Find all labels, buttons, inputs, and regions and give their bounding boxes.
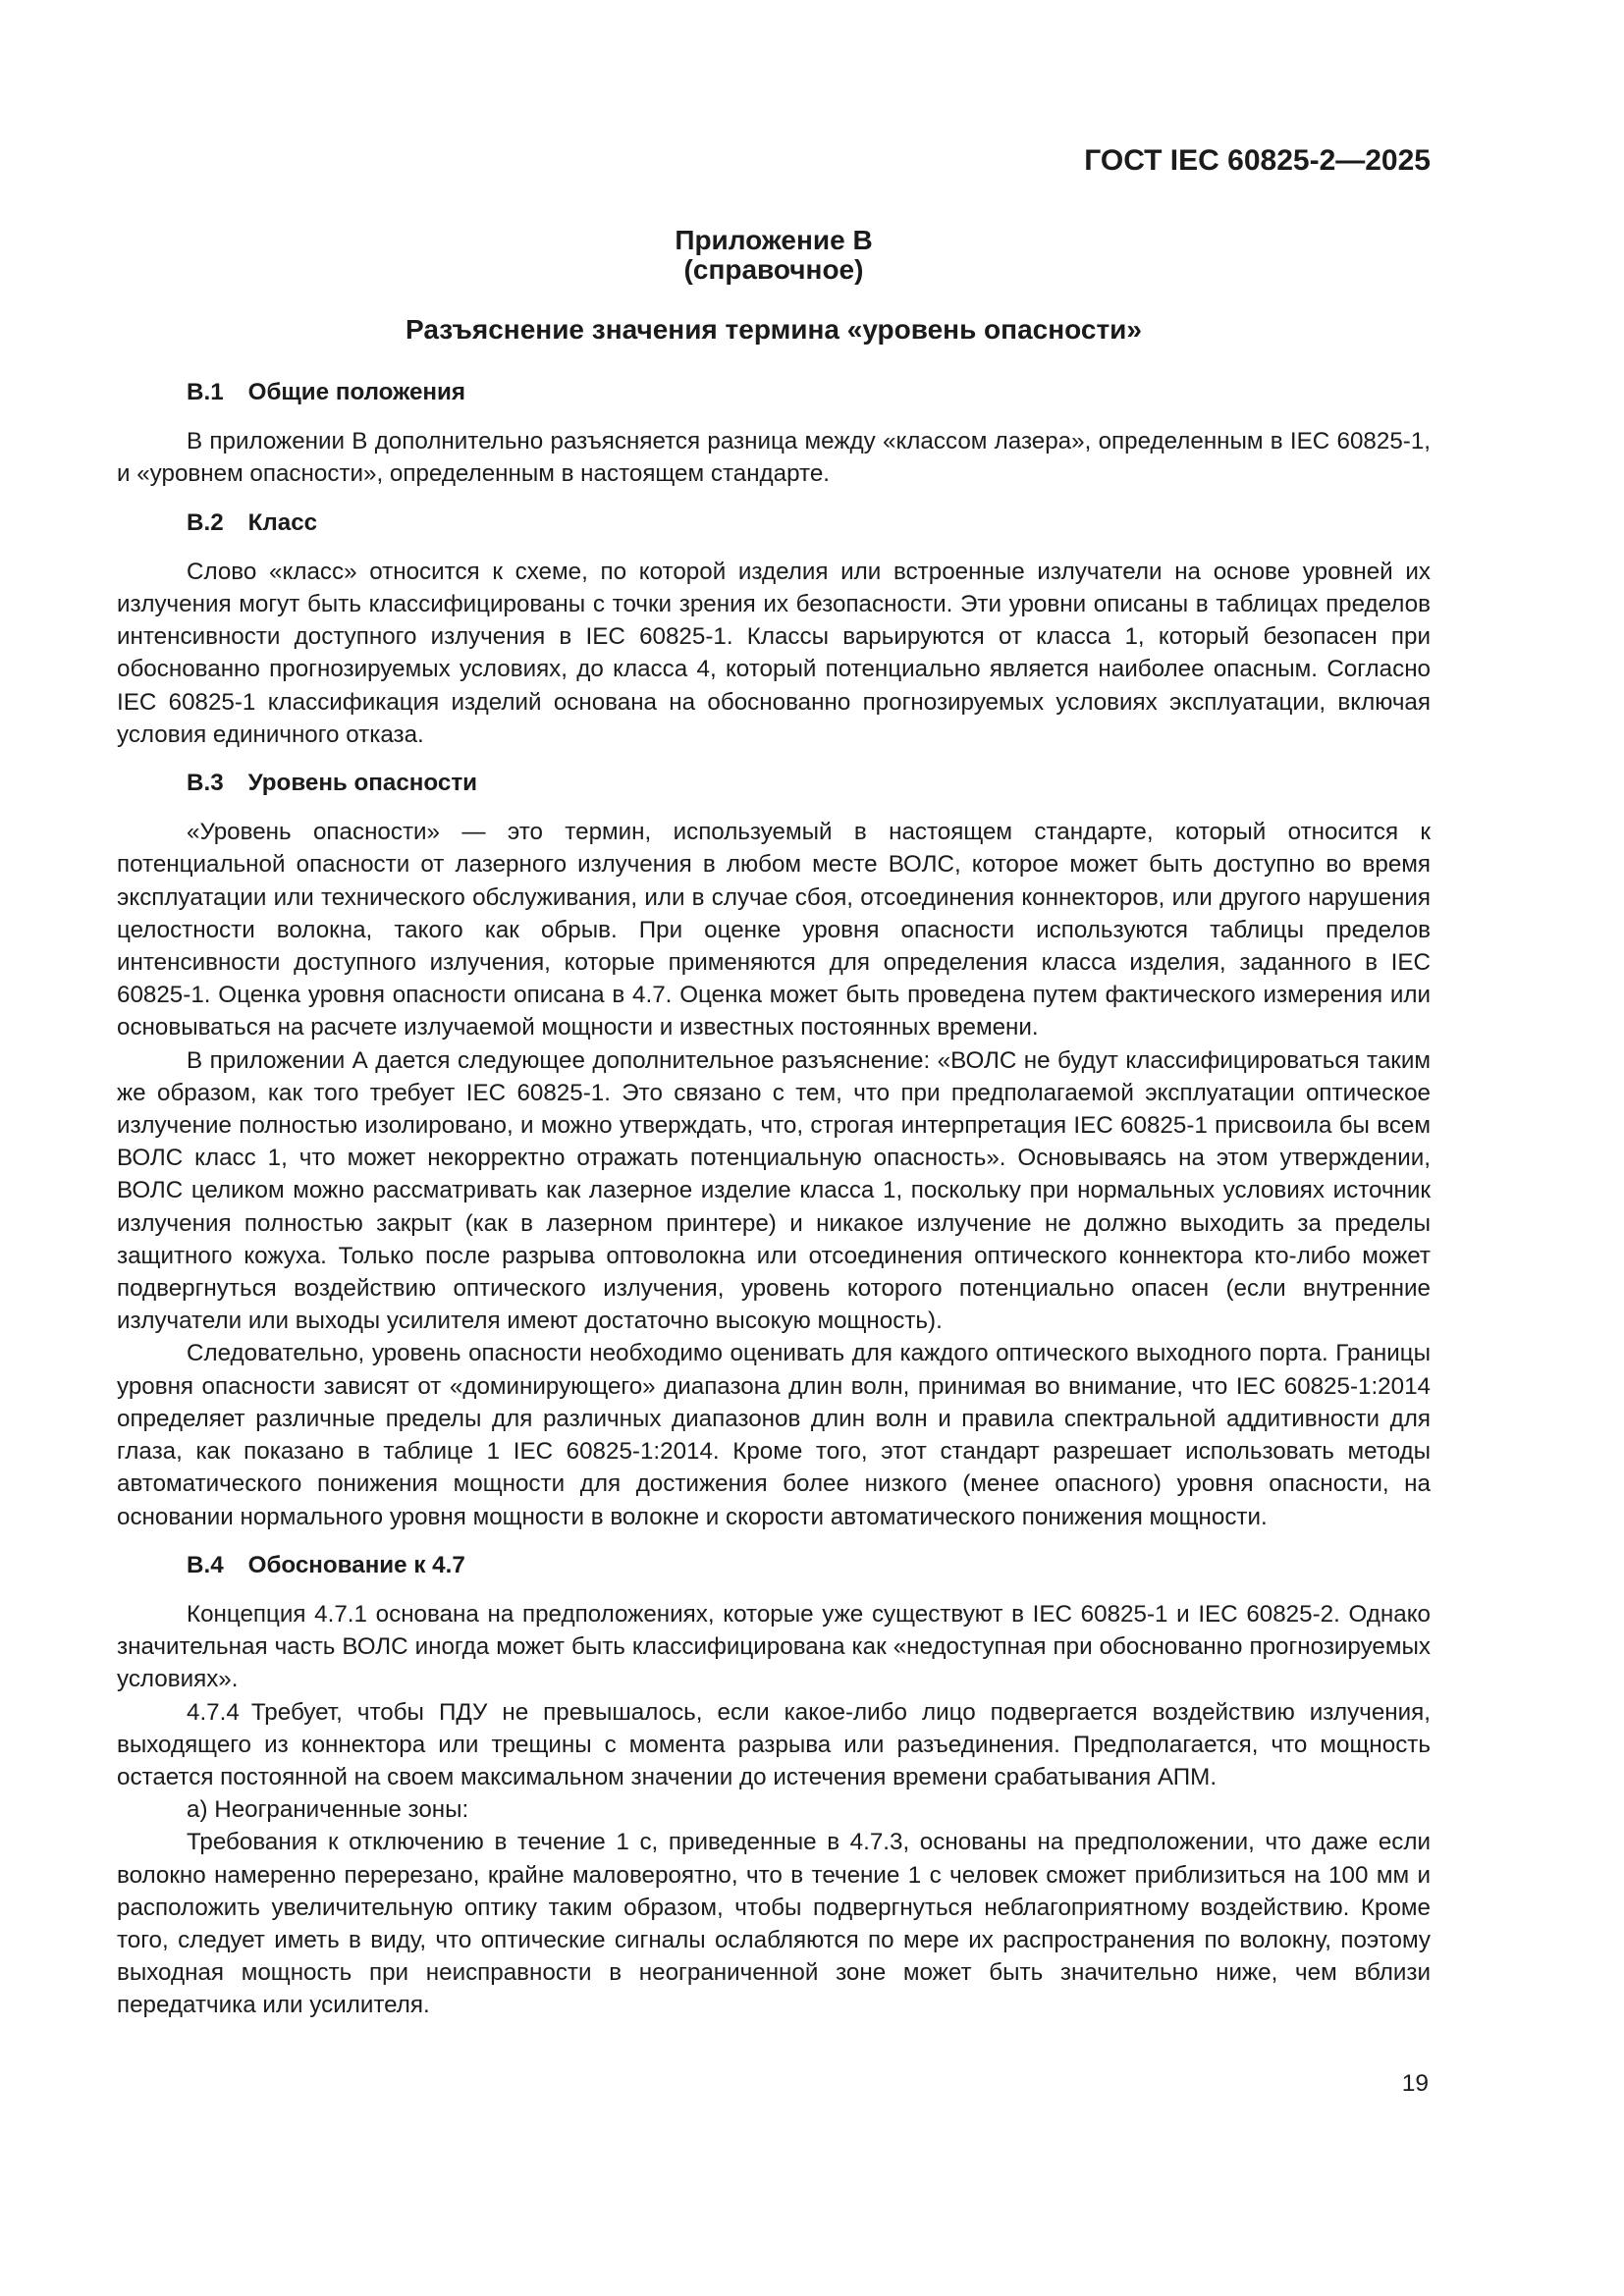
section-number: В.3	[187, 770, 224, 797]
section-number: В.2	[187, 508, 224, 536]
document-content	[117, 0, 1431, 2022]
paragraph: «Уровень опасности» — это термин, используемый в настоящем стандарте, который относится к потенциальной опасности от лазерного излучения в любом месте ВОЛС, которое может быть доступно во время эксплуатации или технического обслуживания, или в случае сбоя, отсоединения коннекторов, или другого нарушения целостности волокна, такого как обрыв. При оценке уровня опасности используются таблицы пределов интенсивности доступного излучения, которые применяются для определения класса изделия, заданного в IEC 60825-1. Оценка уровня опасности описана в 4.7. Оценка может быть проведена путем фактического измерения или основываться на расчете излучаемой мощности и известных постоянных времени.	[117, 819, 1431, 1041]
section-title: Общие положения	[247, 379, 466, 405]
section-title: Обоснование к 4.7	[247, 1551, 465, 1578]
section-number: В.1	[187, 379, 224, 405]
paragraph: Концепция 4.7.1 основана на предположениях, которые уже существуют в IEC 60825-1 и IEC 60825-2. Однако значительная часть ВОЛС иногда может быть классифицирована как «недоступная при обоснованно прогнозируемых условиях».	[117, 1600, 1431, 1693]
annex-title: Разъяснение значения термина «уровень опасности»	[406, 314, 1142, 345]
paragraph: Слово «класс» относится к схеме, по которой изделия или встроенные излучатели на основе уровней их излучения могут быть классифицированы с точки зрения их безопасности. Эти уровни описаны в таблицах пределов интенсивности доступного излучения в IEC 60825-1. Классы варьируются от класса 1, который безопасен при обоснованно прогнозируемых условиях, до класса 4, который потенциально является наиболее опасным. Согласно IEC 60825-1 классификация изделий основана на обоснованно прогнозируемых условиях эксплуатации, включая условия единичного отказа.	[117, 558, 1431, 748]
list-item-a: а) Неограниченные зоны:	[187, 1796, 469, 1824]
section-title: Уровень опасности	[247, 770, 478, 797]
section-heading-b1	[117, 376, 1431, 408]
page-number: 19	[1401, 2070, 1429, 2097]
section-heading-b3	[117, 767, 1431, 799]
paragraph: В приложении В дополнительно разъясняется разница между «классом лазера», определенным в IEC 60825-1, и «уровнем опасности», определенным в настоящем стандарте.	[117, 428, 1431, 488]
annex-label: Приложение В	[675, 225, 873, 255]
section-heading-b2	[117, 507, 1431, 539]
annex-header	[117, 226, 1431, 285]
paragraph: В приложении А дается следующее дополнительное разъяснение: «ВОЛС не будут классифицироваться таким же образом, как того требует IEC 60825-1. Это связано с тем, что при предполагаемой эксплуатации оптическое излучение полностью изолировано, и можно утверждать, что, строгая интерпретация IEC 60825-1 присвоила бы всем ВОЛС класс 1, что может некорректно отражать потенциальную опасность». Основываясь на этом утверждении, ВОЛС целиком можно рассматривать как лазерное изделие класса 1, поскольку при нормальных условиях источник излучения полностью закрыт (как в лазерном принтере) и никакое излучение не должно выходить за пределы защитного кожуха. Только после разрыва оптоволокна или отсоединения оптического коннектора кто-либо может подвергнуться воздействию оптического излучения, уровень которого потенциально опасен (если внутренние излучатели или выходы усилителя имеют достаточно высокую мощность).	[117, 1046, 1431, 1335]
section-number: В.4	[187, 1551, 224, 1578]
paragraph: Требования к отключению в течение 1 с, приведенные в 4.7.3, основаны на предположении, что даже если волокно намеренно перерезано, крайне маловероятно, что в течение 1 с человек сможет приблизиться на 100 мм и расположить увеличительную оптику таким образом, чтобы подвергнуться неблагоприятному воздействию. Кроме того, следует иметь в виду, что оптические сигналы ослабляются по мере их распространения по волокну, поэтому выходная мощность при неисправности в неограниченной зоне может быть значительно ниже, чем вблизи передатчика или усилителя.	[117, 1829, 1431, 2019]
running-header: ГОСТ IEC 60825-2—2025	[1084, 144, 1431, 177]
paragraph: Следовательно, уровень опасности необходимо оценивать для каждого оптического выходного порта. Границы уровня опасности зависят от «доминирующего» диапазона длин волн, принимая во внимание, что IEC 60825-1:2014 определяет различные пределы для различных диапазонов длин волн и правила спектральной аддитивности для глаза, как показано в таблице 1 IEC 60825-1:2014. Кроме того, этот стандарт разрешает использовать методы автоматического понижения мощности для достижения более низкого (менее опасного) уровня опасности, на основании нормального уровня мощности в волокне и скорости автоматического понижения мощности.	[117, 1340, 1431, 1530]
annex-kind: (справочное)	[683, 254, 864, 285]
paragraph: 4.7.4 Требует, чтобы ПДУ не превышалось, если какое-либо лицо подвергается воздействию излучения, выходящего из коннектора или трещины с момента разрыва или разъединения. Предполагается, что мощность остается постоянной на своем максимальном значении до истечения времени срабатывания АПМ.	[117, 1698, 1431, 1790]
section-heading-b4	[117, 1549, 1431, 1581]
section-title: Класс	[247, 508, 318, 536]
